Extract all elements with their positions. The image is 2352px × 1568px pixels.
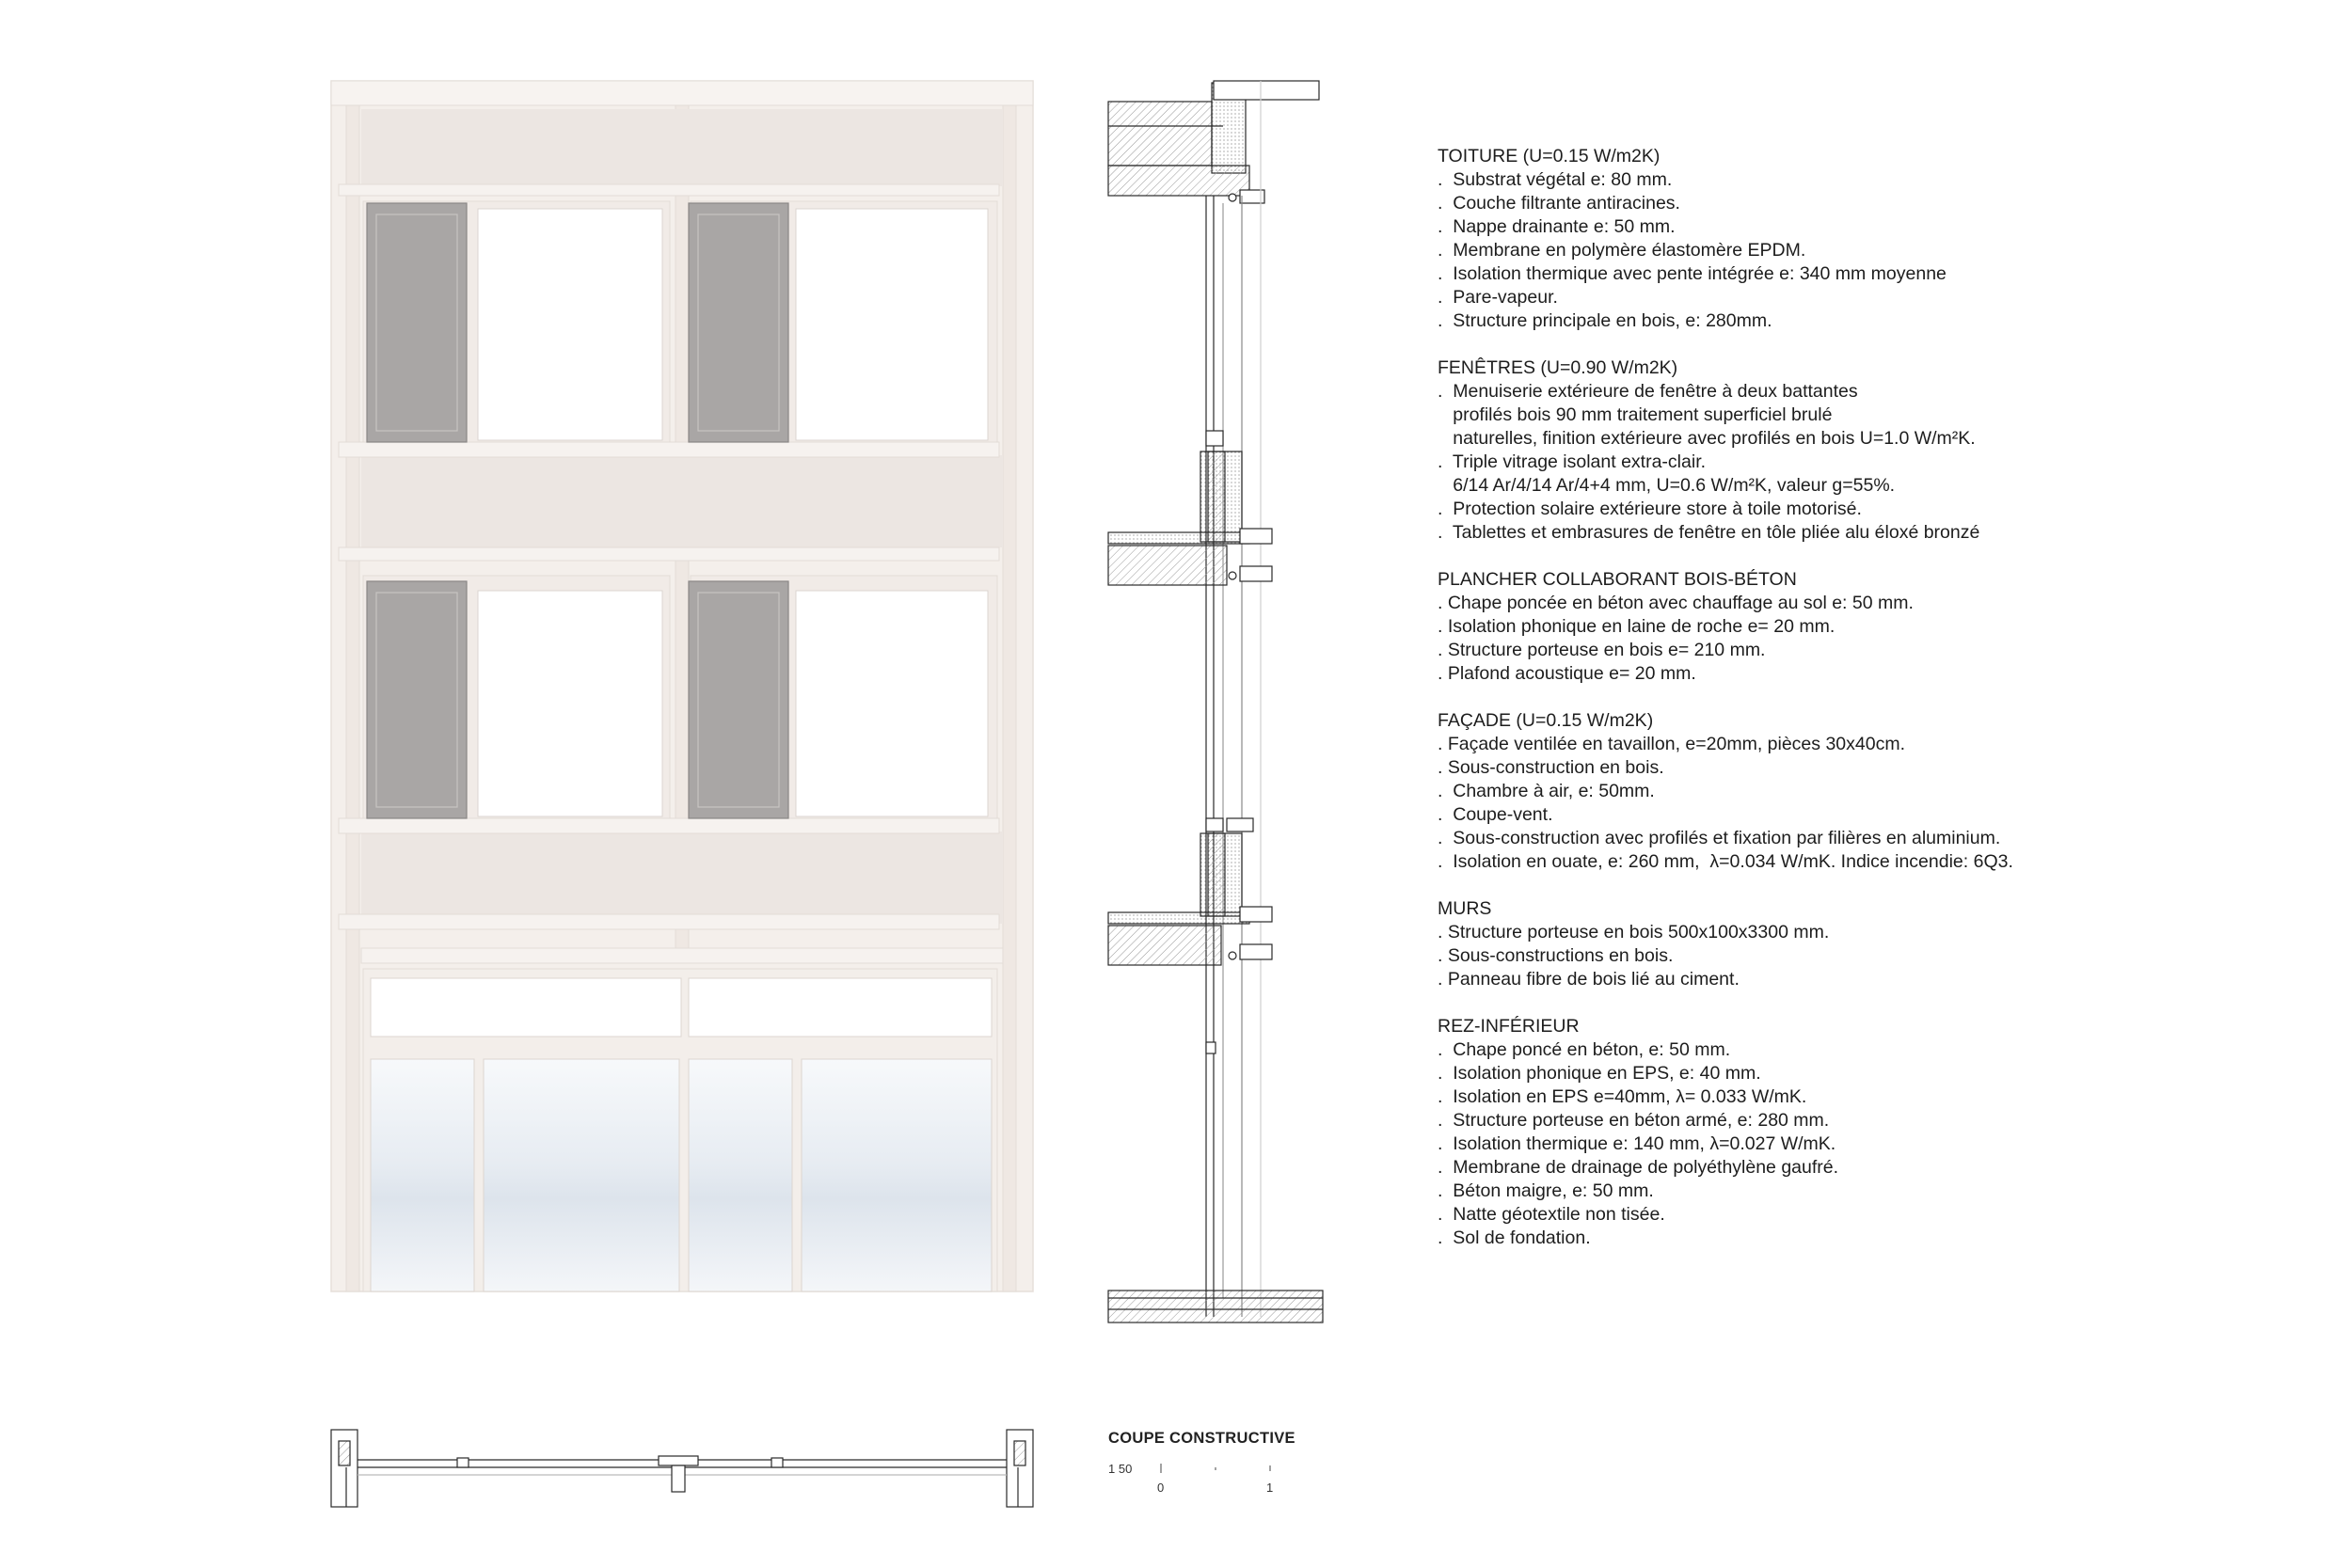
spec-item: . Structure porteuse en bois 500x100x3300 mm. [1438, 922, 1830, 942]
specifications-list [1438, 145, 2096, 1274]
spec-item: . Chape poncé en béton, e: 50 mm. [1438, 1039, 1731, 1060]
spec-heading: MURS [1438, 898, 1492, 919]
scale-tick-start: 0 [1157, 1481, 1165, 1495]
shutter-middle-right [689, 581, 788, 818]
spec-item: . Membrane de drainage de polyéthylène gaufré. [1438, 1157, 1839, 1178]
floor-2-screed [1108, 912, 1249, 924]
spec-item: profilés bois 90 mm traitement superficiel brulé [1438, 404, 1833, 425]
spec-item: . Structure porteuse en bois e= 210 mm. [1438, 640, 1766, 660]
scale-bar [1161, 1464, 1270, 1473]
storefront-glass-3 [689, 1059, 792, 1291]
storefront-glass-2 [484, 1059, 679, 1291]
roof-fascia [331, 81, 1033, 105]
spec-item: . Sol de fondation. [1438, 1227, 1591, 1248]
spec-item: . Menuiserie extérieure de fenêtre à deux battantes [1438, 381, 1858, 402]
spec-item: . Structure principale en bois, e: 280mm. [1438, 310, 1772, 331]
shutter-upper-right [689, 203, 788, 442]
transom-left [371, 978, 681, 1037]
spandrel-level-2 [361, 455, 1003, 547]
ground-slab [1108, 1291, 1323, 1323]
spec-item: . Isolation en EPS e=40mm, λ= 0.033 W/mK. [1438, 1086, 1807, 1107]
floor-1-screed [1108, 532, 1249, 544]
beam-6 [361, 948, 1003, 963]
beam-4 [339, 818, 999, 833]
construction-section [1108, 81, 1323, 1323]
spec-section-roof [1438, 145, 2096, 333]
spec-item: . Natte géotextile non tisée. [1438, 1204, 1665, 1225]
spec-item: . Sous-construction avec profilés et fixation par filières en aluminium. [1438, 828, 2001, 848]
spec-item: . Sous-construction en bois. [1438, 757, 1664, 778]
spec-heading: FENÊTRES (U=0.90 W/m2K) [1438, 357, 1678, 378]
spec-item: . Façade ventilée en tavaillon, e=20mm, pièces 30x40cm. [1438, 734, 1905, 754]
storefront-glass-4 [802, 1059, 992, 1291]
scale-ratio: 1 50 [1108, 1462, 1133, 1476]
spec-item: . Membrane en polymère élastomère EPDM. [1438, 240, 1806, 261]
spec-item: . Isolation en ouate, e: 260 mm, λ=0.034 W/mK. Indice incendie: 6Q3. [1438, 851, 2013, 872]
spec-item: 6/14 Ar/4/14 Ar/4+4 mm, U=0.6 W/m²K, valeur g=55%. [1438, 475, 1896, 496]
spec-item: . Triple vitrage isolant extra-clair. [1438, 451, 1707, 472]
spec-item: . Structure porteuse en béton armé, e: 280 mm. [1438, 1110, 1830, 1131]
window-glass-upper-right [796, 209, 988, 440]
spec-section-walls [1438, 897, 2096, 991]
spec-item: . Isolation thermique avec pente intégrée e: 340 mm moyenne [1438, 263, 1947, 284]
spec-item: . Substrat végétal e: 80 mm. [1438, 169, 1673, 190]
column-left [346, 105, 359, 1291]
spec-item: . Panneau fibre de bois lié au ciment. [1438, 969, 1740, 990]
spec-item: . Chape poncée en béton avec chauffage au sol e: 50 mm. [1438, 593, 1914, 613]
spec-item: . Isolation phonique en laine de roche e= 20 mm. [1438, 616, 1836, 637]
spec-item: . Pare-vapeur. [1438, 287, 1558, 308]
spec-item: naturelles, finition extérieure avec profilés en bois U=1.0 W/m²K. [1438, 428, 1976, 449]
floor-2-slab [1108, 926, 1221, 965]
beam-5 [339, 914, 999, 929]
spec-item: . Chambre à air, e: 50mm. [1438, 781, 1655, 801]
beam-3 [339, 547, 999, 561]
window-glass-middle-right [796, 591, 988, 816]
storefront-glass-1 [371, 1059, 474, 1291]
spec-item: . Béton maigre, e: 50 mm. [1438, 1180, 1654, 1201]
roof-slab [1108, 166, 1249, 196]
roof-coping [1214, 81, 1319, 100]
spec-heading: REZ-INFÉRIEUR [1438, 1016, 1580, 1037]
spec-heading: TOITURE (U=0.15 W/m2K) [1438, 146, 1661, 166]
wall-middle-stud [1208, 833, 1225, 916]
facade-elevation [331, 81, 1033, 1291]
spec-item: . Protection solaire extérieure store à toile motorisé. [1438, 499, 1862, 519]
beam-1 [339, 184, 999, 196]
spec-item: . Plafond acoustique e= 20 mm. [1438, 663, 1696, 684]
spec-item: . Sous-constructions en bois. [1438, 945, 1674, 966]
floor-1-slab [1108, 546, 1227, 585]
transom-right [689, 978, 992, 1037]
wall-upper-stud [1208, 451, 1225, 542]
spec-section-floor [1438, 568, 2096, 686]
spandrel-level-1 [361, 832, 1003, 924]
spec-item: . Isolation thermique e: 140 mm, λ=0.027 W/mK. [1438, 1133, 1836, 1154]
spec-item: . Nappe drainante e: 50 mm. [1438, 216, 1676, 237]
beam-2 [339, 442, 999, 457]
shutter-upper-left [367, 203, 467, 442]
window-glass-upper-left [478, 209, 662, 440]
spec-item: . Tablettes et embrasures de fenêtre en tôle pliée alu éloxé bronzé [1438, 522, 1980, 543]
spandrel-top [361, 109, 1003, 186]
spec-heading: FAÇADE (U=0.15 W/m2K) [1438, 710, 1654, 731]
roof-section [1108, 102, 1212, 166]
spec-heading: PLANCHER COLLABORANT BOIS-BÉTON [1438, 569, 1797, 590]
drawing-caption: COUPE CONSTRUCTIVE [1108, 1430, 1295, 1447]
plan-section [331, 1430, 1033, 1507]
spec-section-facade [1438, 709, 2096, 874]
spec-item: . Couche filtrante antiracines. [1438, 193, 1680, 214]
shutter-middle-left [367, 581, 467, 818]
column-right [1003, 105, 1016, 1291]
spec-section-windows [1438, 356, 2096, 545]
spec-item: . Coupe-vent. [1438, 804, 1553, 825]
spec-item: . Isolation phonique en EPS, e: 40 mm. [1438, 1063, 1761, 1084]
spec-section-basement [1438, 1015, 2096, 1250]
window-glass-middle-left [478, 591, 662, 816]
scale-tick-end: 1 [1266, 1481, 1274, 1495]
